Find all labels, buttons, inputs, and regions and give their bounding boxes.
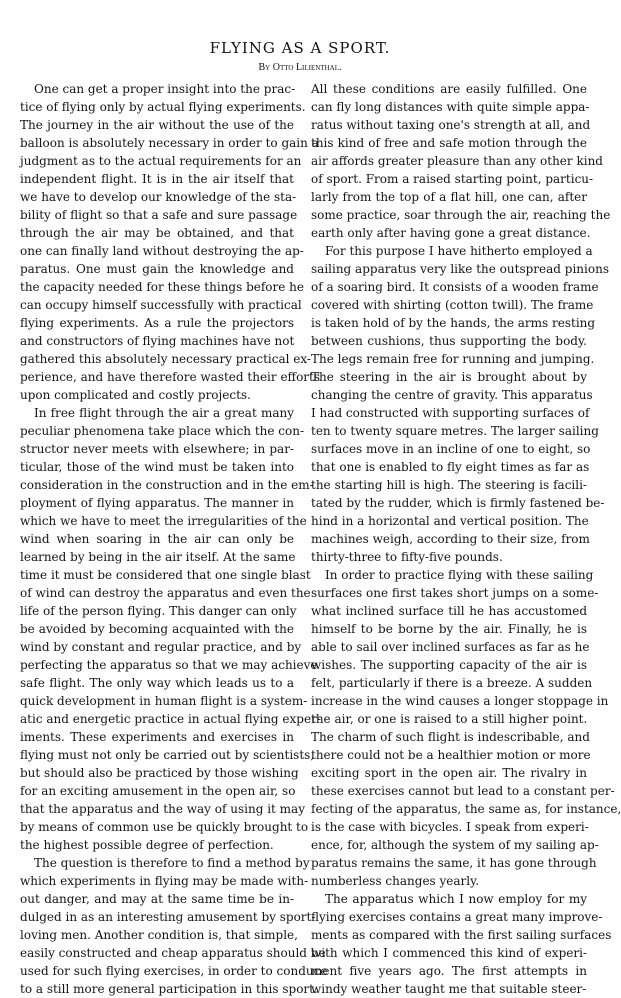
text-line: wind by constant and regular practice, and by — [20, 640, 302, 654]
text-line: this kind of free and safe motion through the — [311, 136, 587, 150]
text-line: ment five years ago. The first attempts in — [311, 964, 587, 978]
text-line: the air, or one is raised to a still higher point. — [311, 712, 588, 726]
text-line: can occupy himself successfully with practical — [20, 298, 302, 312]
text-line: ten to twenty square metres. The larger sailing — [311, 424, 599, 438]
text-line: through the air may be obtained, and that — [20, 226, 294, 240]
text-line: that the apparatus and the way of using it may — [20, 802, 305, 816]
text-line: some practice, soar through the air, reaching the — [311, 208, 611, 222]
text-line: but should also be practiced by those wishing — [20, 766, 299, 780]
text-line: consideration in the construction and in the em- — [20, 478, 314, 492]
text-line: to a still more general participation in this sport. — [20, 982, 318, 996]
text-line: is taken hold of by the hands, the arms resting — [311, 316, 596, 330]
text-line: flying experiments. As a rule the projectors — [20, 316, 294, 330]
text-line: dulged in as an interesting amusement by sport- — [20, 910, 316, 924]
text-line: perfecting the apparatus so that we may achieve — [20, 658, 318, 672]
text-line: flying exercises contains a great many improve- — [311, 910, 603, 924]
text-line: The charm of such flight is indescribable, and — [311, 730, 590, 744]
text-line: be avoided by becoming acquainted with the — [20, 622, 294, 636]
text-line: I had constructed with supporting surfaces of — [311, 406, 590, 420]
text-line: wishes. The supporting capacity of the air is — [311, 658, 587, 672]
text-line: larly from the top of a flat hill, one can, after — [311, 190, 587, 204]
text-line: life of the person flying. This danger can only — [20, 604, 297, 618]
text-line: The legs remain free for running and jumping. — [311, 352, 595, 366]
text-line: In free flight through the air a great many — [34, 406, 294, 420]
text-line: peculiar phenomena take place which the con- — [20, 424, 305, 438]
text-line: earth only after having gone a great distance. — [311, 226, 591, 240]
text-line: machines weigh, according to their size, from — [311, 532, 590, 546]
text-line: flying must not only be carried out by scientists, — [20, 748, 315, 762]
text-line: ployment of flying apparatus. The manner in — [20, 496, 294, 510]
text-line: paratus remains the same, it has gone through — [311, 856, 597, 870]
text-line: out danger, and may at the same time be in- — [20, 892, 294, 906]
text-line: In order to practice flying with these sailing — [325, 568, 594, 582]
text-line: learned by being in the air itself. At the same — [20, 550, 296, 564]
text-line: the starting hill is high. The steering is facili- — [311, 478, 587, 492]
text-line: able to sail over inclined surfaces as far as he — [311, 640, 590, 654]
text-line: The apparatus which I now employ for my — [325, 892, 587, 906]
text-line: balloon is absolutely necessary in order to gain a — [20, 136, 319, 150]
text-line: time it must be considered that one single blast — [20, 568, 311, 582]
text-line: used for such flying exercises, in order to conduce — [20, 964, 328, 978]
article-title: FLYING AS A SPORT. — [209, 39, 391, 57]
text-line: with which I commenced this kind of experi- — [311, 946, 587, 960]
text-line: easily constructed and cheap apparatus should be — [20, 946, 326, 960]
text-line: can fly long distances with quite simple appa- — [311, 100, 590, 114]
text-line: atic and energetic practice in actual flying exper- — [20, 712, 321, 726]
text-line: The steering in the air is brought about by — [311, 370, 587, 384]
text-line: felt, particularly if there is a breeze. A sudden — [311, 676, 593, 690]
text-line: ticular, those of the wind must be taken into — [20, 460, 294, 474]
text-line: judgment as to the actual requirements for an — [20, 154, 302, 168]
text-line: perience, and have therefore wasted their efforts — [20, 370, 321, 384]
text-line: The journey in the air without the use of the — [20, 118, 294, 132]
text-line: structor never meets with elsewhere; in par- — [20, 442, 294, 456]
text-line: the capacity needed for these things before he — [20, 280, 305, 294]
text-line: ratus without taxing one's strength at all, and — [311, 118, 591, 132]
text-line: for an exciting amusement in the open air, so — [20, 784, 296, 798]
text-line: hind in a horizontal and vertical position. The — [311, 514, 589, 528]
text-line: The question is therefore to find a method by — [34, 856, 310, 870]
text-line: gathered this absolutely necessary practical ex- — [20, 352, 311, 366]
article-byline: By Otto Lilienthal. — [258, 62, 342, 73]
text-line: paratus. One must gain the knowledge and — [20, 262, 294, 276]
text-column-right — [311, 80, 621, 996]
text-line: by means of common use be quickly brought to — [20, 820, 309, 834]
text-line: bility of flight so that a safe and sure passage — [20, 208, 298, 222]
text-line: tice of flying only by actual flying experiments. — [20, 100, 306, 114]
text-line: All these conditions are easily fulfilled. One — [311, 82, 587, 96]
text-line: of sport. From a raised starting point, particu- — [311, 172, 594, 186]
text-line: loving men. Another condition is, that simple, — [20, 928, 298, 942]
text-line: upon complicated and costly projects. — [20, 388, 251, 402]
text-line: which we have to meet the irregularities of the — [20, 514, 307, 528]
text-line: these exercises cannot but lead to a constant per- — [311, 784, 615, 798]
text-line: one can finally land without destroying the ap- — [20, 244, 304, 258]
text-line: safe flight. The only way which leads us to a — [20, 676, 294, 690]
text-line: independent flight. It is in the air itself that — [20, 172, 294, 186]
text-line: of a soaring bird. It consists of a wooden frame — [311, 280, 599, 294]
text-line: One can get a proper insight into the prac- — [34, 82, 296, 96]
text-line: exciting sport in the open air. The rivalry in — [311, 766, 587, 780]
text-line: iments. These experiments and exercises in — [20, 730, 294, 744]
text-line: windy weather taught me that suitable steer- — [311, 982, 587, 996]
text-line: surfaces one first takes short jumps on a some- — [311, 586, 599, 600]
text-line: fecting of the apparatus, the same as, for instance, — [311, 802, 621, 816]
text-line: numberless changes yearly. — [311, 874, 480, 888]
text-line: there could not be a healthier motion or more — [311, 748, 591, 762]
text-line: quick development in human flight is a system- — [20, 694, 308, 708]
text-line: increase in the wind causes a longer stoppage in — [311, 694, 609, 708]
text-column-left — [20, 80, 328, 996]
text-line: between cushions, thus supporting the body. — [311, 334, 587, 348]
text-line: air affords greater pleasure than any other kind — [311, 154, 603, 168]
text-line: tated by the rudder, which is firmly fastened be- — [311, 496, 605, 510]
text-line: changing the centre of gravity. This apparatus — [311, 388, 593, 402]
text-line: of wind can destroy the apparatus and even the — [20, 586, 311, 600]
text-line: ence, for, although the system of my sailing ap- — [311, 838, 599, 852]
text-line: surfaces move in an incline of one to eight, so — [311, 442, 591, 456]
text-line: thirty-three to fifty-five pounds. — [311, 550, 503, 564]
text-line: wind when soaring in the air can only be — [20, 532, 294, 546]
text-line: which experiments in flying may be made with- — [20, 874, 309, 888]
text-line: covered with shirting (cotton twill). The frame — [311, 298, 594, 312]
text-line: that one is enabled to fly eight times as far as — [311, 460, 590, 474]
text-line: sailing apparatus very like the outspread pinions — [311, 262, 609, 276]
text-line: and constructors of flying machines have not — [20, 334, 295, 348]
text-line: is the case with bicycles. I speak from experi- — [311, 820, 589, 834]
text-line: the highest possible degree of perfection. — [20, 838, 274, 852]
text-line: himself to be borne by the air. Finally, he is — [311, 622, 587, 636]
text-line: what inclined surface till he has accustomed — [311, 604, 587, 618]
text-line: For this purpose I have hitherto employed a — [325, 244, 593, 258]
text-line: we have to develop our knowledge of the sta- — [20, 190, 297, 204]
text-line: ments as compared with the first sailing surfaces — [311, 928, 612, 942]
